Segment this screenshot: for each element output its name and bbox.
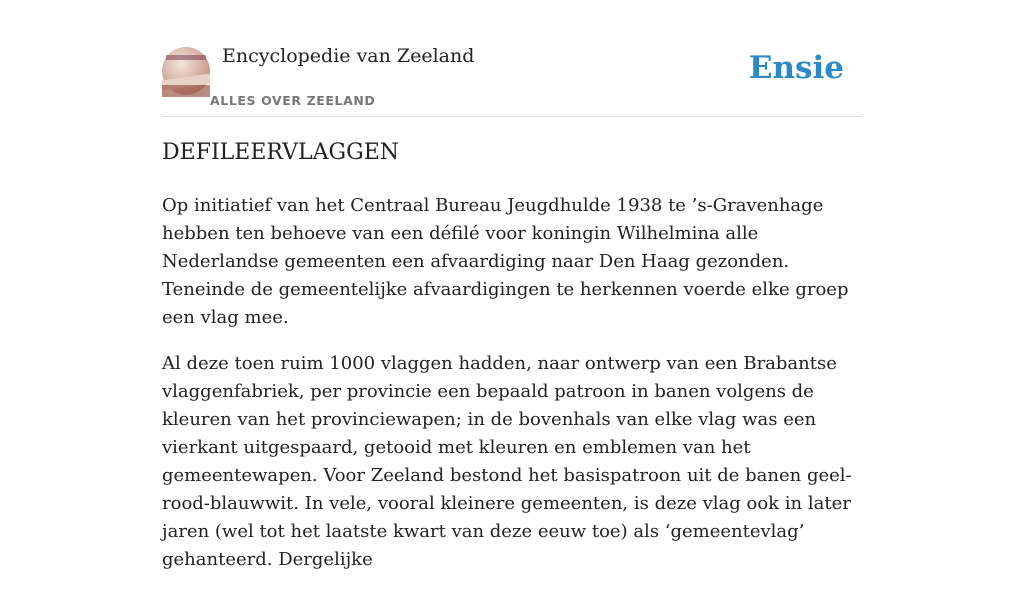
article-paragraph: Al deze toen ruim 1000 vlaggen hadden, naar ontwerp van een Brabantse vlaggenfabriek, per provincie een bepaald patroon in banen volgens de kleuren van het provinciewapen; in de bovenhals van elke vlag was een vierkant uitgespaard, getooid met kleuren en emblemen van het gemeentewapen. Voor Zeeland bestond het basispatroon uit de banen geel-rood-blauwwit. In vele, vooral kleinere gemeenten, is deze vlag ook in later jaren (wel tot het laatste kwart van deze eeuw toe) als ‘gemeentevlag’ gehanteerd. Dergelijke: [162, 353, 852, 570]
logo-detail: [162, 85, 210, 97]
site-subtitle: ALLES OVER ZEELAND: [210, 93, 376, 108]
article-title: DEFILEERVLAGGEN: [162, 140, 400, 165]
article-paragraph: Op initiatief van het Centraal Bureau Jeugdhulde 1938 te ’s-Gravenhage hebben ten behoeve van een défilé voor koningin Wilhelmina alle Nederlandse gemeenten een afvaardiging naar Den Haag gezonden. Teneinde de gemeentelijke afvaardigingen te herkennen voerde elke groep een vlag mee.: [162, 195, 849, 328]
article-body: [162, 192, 862, 592]
site-logo[interactable]: [162, 47, 210, 95]
site-header: [162, 40, 862, 117]
site-title[interactable]: Encyclopedie van Zeeland: [222, 45, 475, 67]
ensie-brand-link[interactable]: Ensie: [748, 50, 844, 86]
logo-detail: [166, 55, 206, 60]
